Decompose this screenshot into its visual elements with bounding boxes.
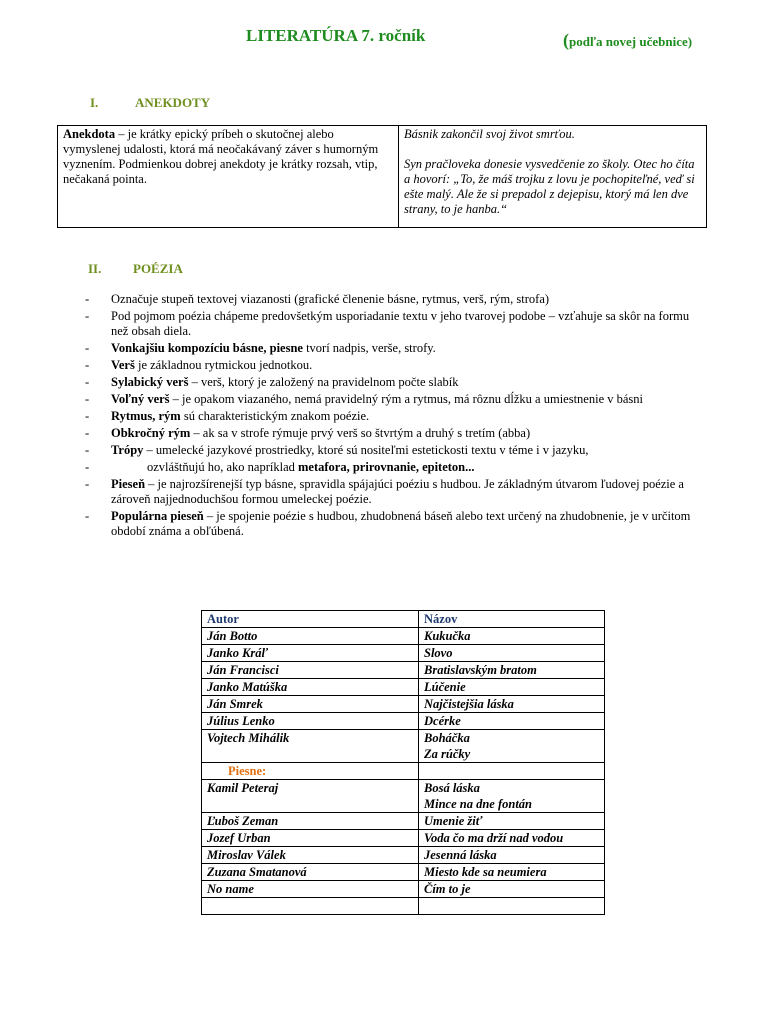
list-item [85, 509, 705, 539]
author-cell: Július Lenko [202, 713, 419, 730]
list-item [85, 477, 705, 507]
list-item [85, 460, 705, 475]
empty-row [202, 898, 605, 915]
item-text: – ak sa v strofe rýmuje prvý verš so štvrtým a druhý s tretím (abba) [190, 426, 531, 440]
author-cell: Zuzana Smatanová [202, 864, 419, 881]
title-cell: Umenie žiť [419, 813, 605, 830]
item-text: ozvláštňujú ho, ako napríklad [147, 460, 299, 474]
title-cell: Slovo [419, 645, 605, 662]
page-title: LITERATÚRA 7. ročník [246, 26, 426, 45]
table-row [202, 696, 605, 713]
section-number: II. [88, 261, 102, 276]
author-cell: Janko Kráľ [202, 645, 419, 662]
header-author: Autor [202, 611, 419, 628]
table-row [202, 830, 605, 847]
section-label: POÉZIA [133, 261, 183, 276]
item-term: Trópy [111, 443, 144, 457]
item-term: Verš [111, 358, 135, 372]
table-row [202, 730, 605, 763]
author-cell: Miroslav Válek [202, 847, 419, 864]
title-cell: Voda čo ma drží nad vodou [419, 830, 605, 847]
title-line: Bosá láska [424, 781, 480, 795]
header-title: Názov [419, 611, 605, 628]
anekdota-definition: – je krátky epický príbeh o skutočnej alebo vymyslenej udalosti, ktorá má neočakávaný záver s humorným vyznením. Podmienkou dobrej anekdoty je krátky rozsah, vtip, nečakaná pointa. [63, 127, 379, 186]
author-cell: No name [202, 881, 419, 898]
item-term: Obkročný rým [111, 426, 191, 440]
list-item [85, 309, 705, 339]
page-subtitle [563, 30, 692, 51]
item-text: – verš, ktorý je založený na pravidelnom počte slabík [188, 375, 459, 389]
author-cell: Janko Matúška [202, 679, 419, 696]
author-cell: Ľuboš Zeman [202, 813, 419, 830]
title-line: Za rúčky [424, 747, 471, 761]
table-row [202, 713, 605, 730]
author-cell: Vojtech Mihálik [202, 730, 419, 763]
empty-cell [202, 898, 419, 915]
anekdota-table [57, 125, 707, 228]
list-item [85, 409, 705, 424]
item-text: tvorí nadpis, verše, strofy. [302, 341, 436, 355]
section-number: I. [90, 95, 99, 110]
anekdota-term: Anekdota [63, 127, 116, 141]
list-item [85, 443, 705, 458]
anekdota-example-1: Básnik zakončil svoj život smrťou. [404, 127, 575, 141]
author-cell: Jozef Urban [202, 830, 419, 847]
item-term: Sylabický verš [111, 375, 189, 389]
anekdota-definition-cell [58, 126, 399, 228]
item-term: Rytmus, rým [111, 409, 181, 423]
title-cell: Najčistejšia láska [419, 696, 605, 713]
title-cell [419, 780, 605, 813]
item-term: Vonkajšiu kompozíciu básne, piesne [111, 341, 303, 355]
title-cell [419, 730, 605, 763]
table-row [202, 780, 605, 813]
table-row [202, 662, 605, 679]
item-text: – umelecké jazykové prostriedky, ktoré sú nositeľmi estetickosti textu v téme i v jazyku, [143, 443, 589, 457]
author-cell: Kamil Peteraj [202, 780, 419, 813]
author-cell: Ján Francisci [202, 662, 419, 679]
anekdota-example-2: Syn pračloveka donesie vysvedčenie zo školy. Otec ho číta a hovorí: „To, že máš trojku z lovu je pochopiteľné, veď si ešte malý. Ale že si prepadol z dejepisu, ktorý má len dve strany, to je hanba.“ [404, 157, 695, 216]
title-cell: Lúčenie [419, 679, 605, 696]
table-row [202, 813, 605, 830]
subtitle-text: podľa novej učebnice) [569, 34, 693, 49]
list-item [85, 426, 705, 441]
list-item [85, 375, 705, 390]
title-cell: Dcérke [419, 713, 605, 730]
group-label: Piesne: [202, 763, 419, 780]
item-term: Voľný verš [111, 392, 170, 406]
item-text: – je opakom viazaného, nemá pravidelný rým a rytmus, má rôznu dĺžku a umiestnenie v básni [169, 392, 644, 406]
group-empty-cell [419, 763, 605, 780]
list-item [85, 392, 705, 407]
title-cell: Čím to je [419, 881, 605, 898]
item-text: – je najrozšírenejší typ básne, spravidla spájajúci poéziu s hudbou. Je základným útvarom ľudovej poézie a zároveň najjednoduchšou formou umeleckej poézie. [111, 477, 684, 506]
table-row [202, 645, 605, 662]
item-text: sú charakteristickým znakom poézie. [180, 409, 370, 423]
title-line: Boháčka [424, 731, 470, 745]
item-text: je základnou rytmickou jednotkou. [134, 358, 313, 372]
item-text: Označuje stupeň textovej viazanosti (grafické členenie básne, rytmus, verš, rým, strofa) [111, 292, 550, 306]
title-cell: Kukučka [419, 628, 605, 645]
item-examples: metafora, prirovnanie, epiteton... [298, 460, 475, 474]
empty-cell [419, 898, 605, 915]
subtitle-paren: ( [563, 30, 569, 50]
item-term: Populárna pieseň [111, 509, 204, 523]
author-cell: Ján Botto [202, 628, 419, 645]
table-row [202, 628, 605, 645]
section-label: ANEKDOTY [135, 95, 211, 110]
anekdota-example-cell [399, 126, 707, 228]
list-item [85, 341, 705, 356]
item-text: Pod pojmom poézia chápeme predovšetkým usporiadanie textu v jeho tvarovej podobe – vzťahuje sa skôr na formu než obsah diela. [111, 309, 690, 338]
author-cell: Ján Smrek [202, 696, 419, 713]
title-line: Mince na dne fontán [424, 797, 533, 811]
title-cell: Bratislavským bratom [419, 662, 605, 679]
works-table [201, 610, 605, 915]
item-text: – je spojenie poézie s hudbou, zhudobnená báseň alebo text určený na zhudobnenie, je v určitom období známa a obľúbená. [111, 509, 691, 538]
table-row [202, 864, 605, 881]
table-row [202, 847, 605, 864]
title-cell: Jesenná láska [419, 847, 605, 864]
table-row [202, 679, 605, 696]
table-header-row [202, 611, 605, 628]
table-row [202, 881, 605, 898]
item-term: Pieseň [111, 477, 146, 491]
list-item [85, 358, 705, 373]
group-row [202, 763, 605, 780]
poezia-list [85, 292, 705, 541]
title-cell: Miesto kde sa neumiera [419, 864, 605, 881]
list-item [85, 292, 705, 307]
